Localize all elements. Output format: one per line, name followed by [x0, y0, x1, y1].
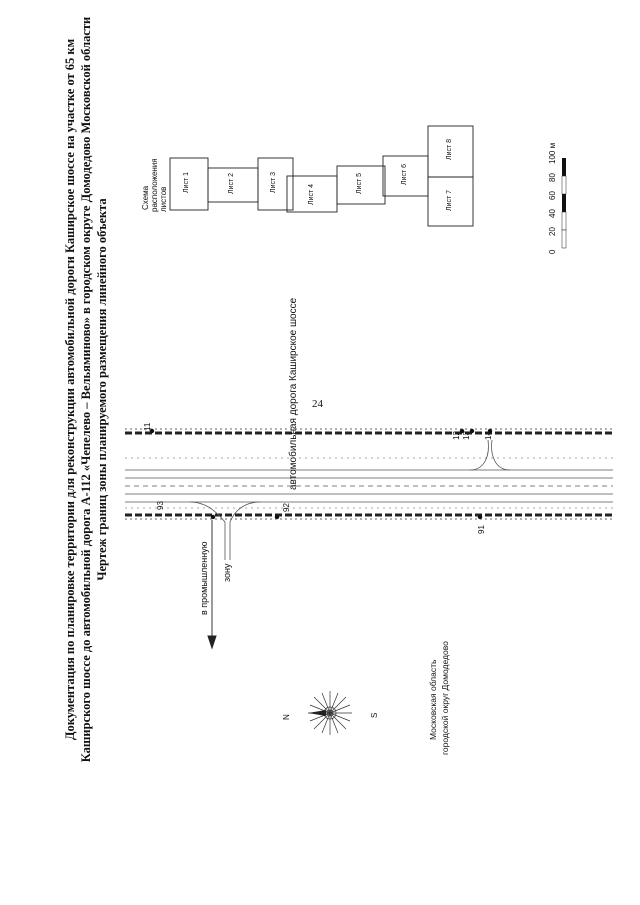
boundary-points	[150, 429, 492, 519]
sheet-4-label: Лист 4	[308, 183, 315, 205]
scale-tick-60: 60	[548, 191, 557, 200]
arrow-label-1: в промышленную	[199, 541, 209, 615]
point-label-14: 14	[484, 431, 493, 440]
scheme-title-1: Схема	[141, 185, 150, 210]
sheet-2-label: Лист 2	[228, 172, 235, 194]
scale-tick-0: 0	[548, 249, 557, 254]
scheme-title-2: расположения	[150, 158, 159, 212]
point-label-91: 91	[477, 525, 486, 534]
point-label-12: 12	[452, 431, 461, 440]
compass-rose-icon	[308, 691, 352, 735]
region-label-1: Московская область	[428, 659, 438, 740]
scheme-title-3: листов	[159, 186, 168, 212]
sheet-5-label: Лист 5	[356, 172, 363, 194]
title-line-1: Документация по планировке территории для реконструкции автомобильной дороги Каширское шоссе на участке от 65 км	[63, 38, 77, 741]
scale-bar	[562, 158, 566, 248]
zone-boundary-left	[125, 515, 613, 519]
sheet-scheme	[170, 126, 473, 226]
page-number: 24	[312, 398, 323, 410]
title-line-3: Чертеж границ зоны планируемого размещения линейного объекта	[95, 198, 109, 581]
sheet-6-label: Лист 6	[401, 163, 408, 185]
point-label-92: 92	[282, 503, 291, 512]
sheet-7-label: Лист 7	[446, 189, 453, 211]
sheet-8-label: Лист 8	[446, 138, 453, 160]
north-label: N	[282, 714, 291, 720]
scale-tick-40: 40	[548, 209, 557, 218]
sheet-3-label: Лист 3	[270, 171, 277, 193]
sheet-1-label: Лист 1	[183, 171, 190, 193]
scale-tick-100: 100 м	[548, 142, 557, 164]
scale-tick-20: 20	[548, 227, 557, 236]
south-label: S	[370, 712, 379, 718]
zone-boundary-right	[125, 429, 613, 433]
arrow-label-2: зону	[222, 563, 232, 582]
region-label-2: городской округ Домодедово	[440, 641, 450, 755]
arrow-icon	[208, 520, 216, 648]
scale-tick-80: 80	[548, 173, 557, 182]
point-label-93: 93	[156, 501, 165, 510]
title-line-2: Каширского шоссе до автомобильной дорога А-112 «Чепелево – Вельяминово» в городском округе Домодедово Московской области	[79, 16, 93, 763]
point-label-11: 11	[143, 422, 152, 431]
point-label-13: 13	[462, 431, 471, 440]
road-label: автомобильная дорога Каширское шоссе	[288, 297, 299, 490]
